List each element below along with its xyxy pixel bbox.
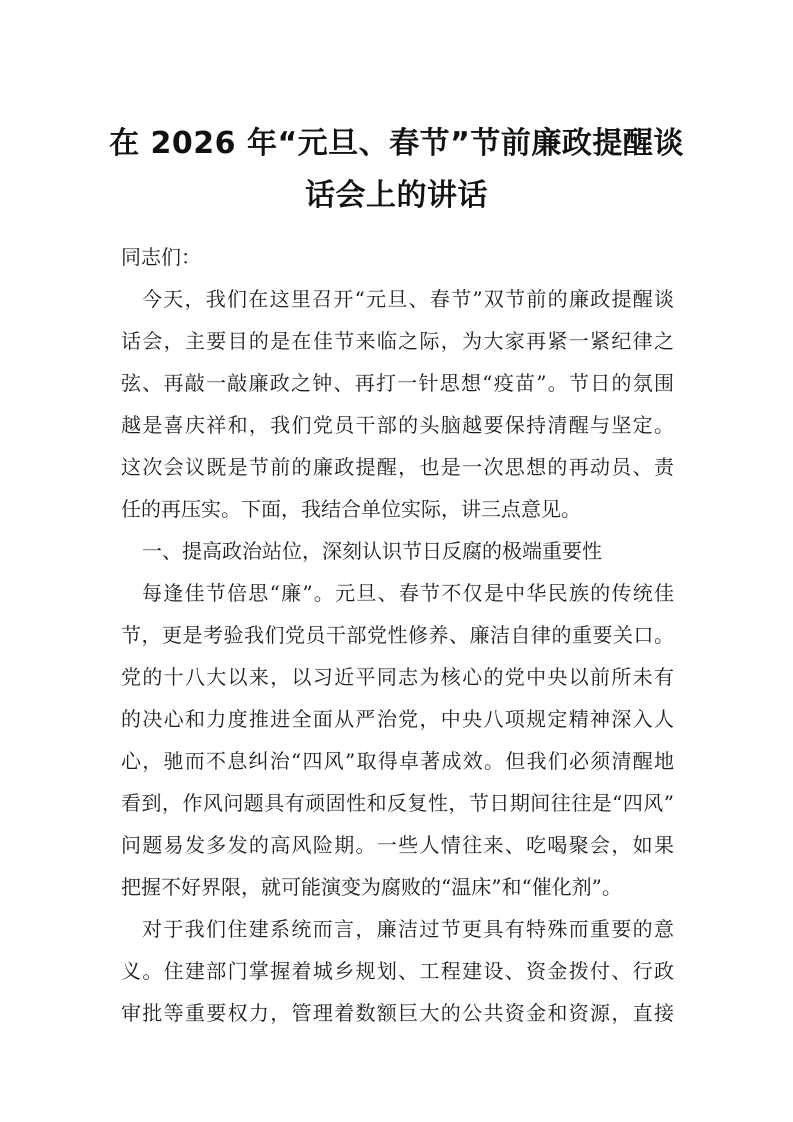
section-heading: 一、提高政治站位，深刻认识节日反腐的极端重要性 <box>142 539 602 563</box>
body-line: 越是喜庆祥和，我们党员干部的头脑越要保持清醒与坚定。 <box>121 413 674 437</box>
body-line: 对于我们住建系统而言，廉洁过节更具有特殊而重要的意 <box>142 917 674 941</box>
body-line: 问题易发多发的高风险期。一些人情往来、吃喝聚会，如果 <box>121 833 674 857</box>
body-line: 弦、再敲一敲廉政之钟、再打一针思想“疫苗”。节日的氛围 <box>121 371 674 395</box>
body-line: 把握不好界限，就可能演变为腐败的“温床”和“催化剂”。 <box>121 875 622 899</box>
body-line: 每逢佳节倍思“廉”。元旦、春节不仅是中华民族的传统佳 <box>142 581 674 605</box>
body-line: 任的再压实。下面，我结合单位实际，讲三点意见。 <box>121 497 581 521</box>
body-line: 看到，作风问题具有顽固性和反复性，节日期间往往是“四风” <box>121 791 674 815</box>
body-line: 的决心和力度推进全面从严治党，中央八项规定精神深入人 <box>121 707 674 731</box>
body-line: 今天，我们在这里召开“元旦、春节”双节前的廉政提醒谈 <box>142 287 674 311</box>
body-line: 话会，主要目的是在佳节来临之际，为大家再紧一紧纪律之 <box>121 329 674 353</box>
body-line: 党的十八大以来，以习近平同志为核心的党中央以前所未有 <box>121 665 674 689</box>
body-line: 义。住建部门掌握着城乡规划、工程建设、资金拨付、行政 <box>121 959 674 983</box>
body-line: 节，更是考验我们党员干部党性修养、廉洁自律的重要关口。 <box>121 623 674 647</box>
document-title-line-1: 在 2026 年“元旦、春节”节前廉政提醒谈 <box>109 126 684 161</box>
body-line: 审批等重要权力，管理着数额巨大的公共资金和资源，直接 <box>121 1001 674 1025</box>
body-line: 这次会议既是节前的廉政提醒，也是一次思想的再动员、责 <box>121 455 674 479</box>
document-title-line-2: 话会上的讲话 <box>305 178 488 213</box>
body-line: 心，驰而不息纠治“四风”取得卓著成效。但我们必须清醒地 <box>121 749 674 773</box>
salutation: 同志们： <box>121 245 201 269</box>
